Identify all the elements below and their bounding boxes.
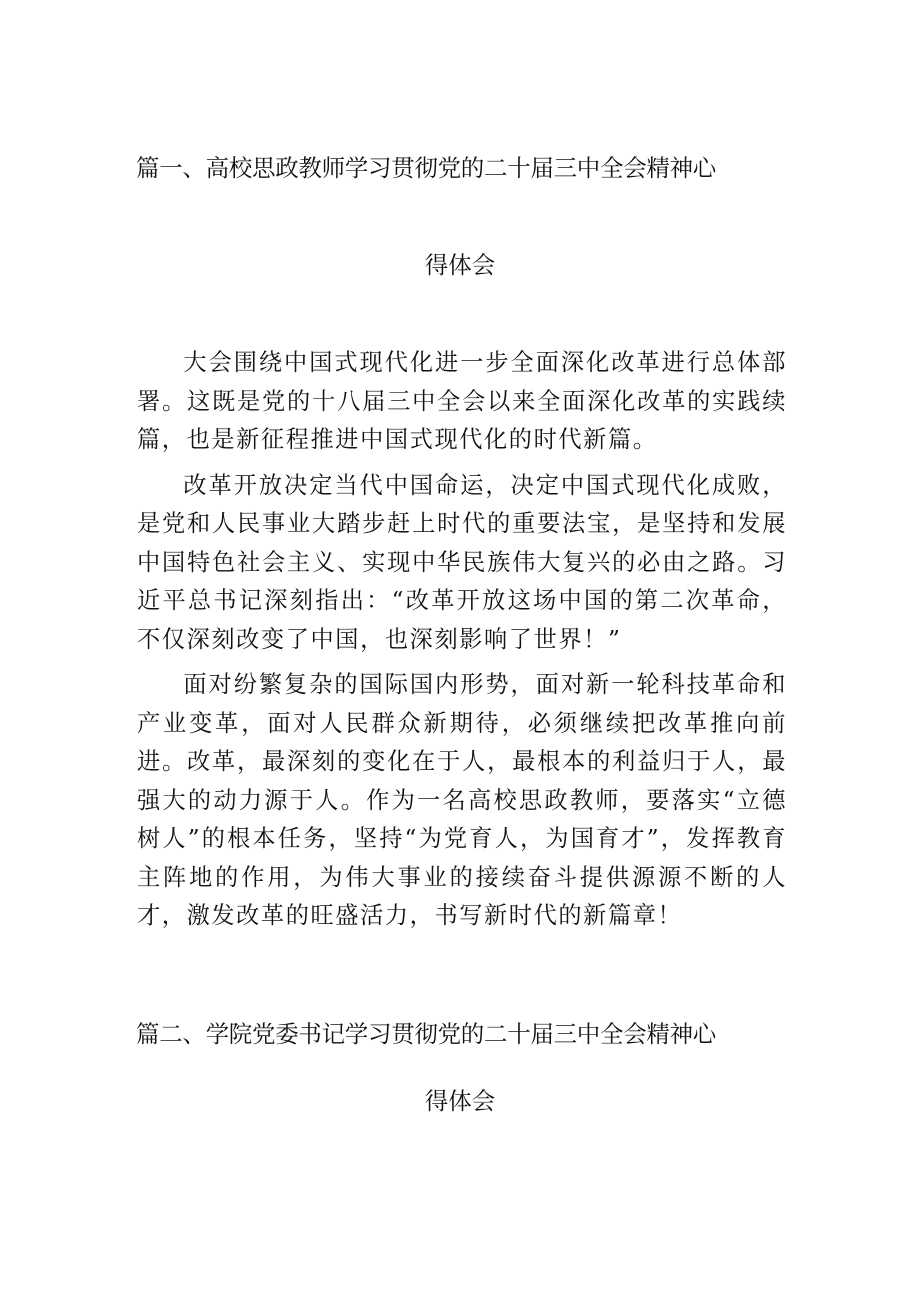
section-1-body bbox=[137, 344, 787, 936]
section-1-paragraph-3: 面对纷繁复杂的国际国内形势，面对新一轮科技革命和产业变革，面对人民群众新期待，必须继续把改革推向前进。改革，最深刻的变化在于人，最根本的利益归于人，最强大的动力源于人。作为一名高校思政教师，要落实“立德树人”的根本任务，坚持“为党育人，为国育才”，发挥教育主阵地的作用，为伟大事业的接续奋斗提供源源不断的人才，激发改革的旺盛活力，书写新时代的新篇章！ bbox=[137, 671, 787, 929]
section-1-paragraph-1: 大会围绕中国式现代化进一步全面深化改革进行总体部署。这既是党的十八届三中全会以来全面深化改革的实践续篇，也是新征程推进中国式现代化的时代新篇。 bbox=[137, 349, 787, 453]
section-2-heading: 篇二、学院党委书记学习贯彻党的二十届三中全会精神心 bbox=[136, 1020, 716, 1048]
section-1-heading: 篇一、高校思政教师学习贯彻党的二十届三中全会精神心 bbox=[136, 154, 716, 182]
section-1-heading-continuation: 得体会 bbox=[424, 251, 496, 279]
section-1-paragraph-2: 改革开放决定当代中国命运，决定中国式现代化成败，是党和人民事业大踏步赶上时代的重要法宝，是坚持和发展中国特色社会主义、实现中华民族伟大复兴的必由之路。习近平总书记深刻指出：“改革开放这场中国的第二次革命，不仅深刻改变了中国，也深刻影响了世界！” bbox=[137, 471, 787, 653]
section-2-heading-continuation: 得体会 bbox=[424, 1087, 496, 1115]
